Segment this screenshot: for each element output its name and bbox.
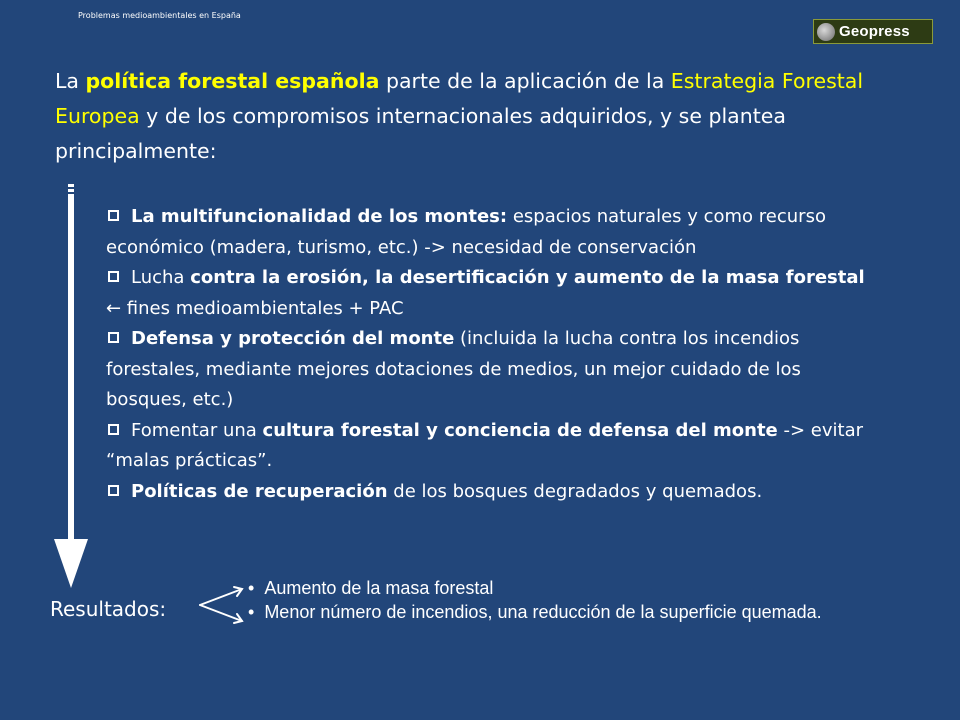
bullet-bold-text: cultura forestal y conciencia de defensa del monte bbox=[262, 419, 778, 441]
bullet-text: (incluida la lucha contra los incendios forestales, mediante mejores dotaciones de medios, un mejor cuidado de los bosques, etc.) bbox=[106, 328, 801, 410]
bullet-text: Lucha bbox=[131, 267, 191, 288]
list-item bbox=[106, 477, 866, 508]
bullet-list bbox=[106, 202, 866, 507]
intro-text: La bbox=[55, 69, 86, 93]
result-text: Aumento de la masa forestal bbox=[264, 578, 494, 598]
square-bullet-icon bbox=[108, 485, 119, 496]
bullet-text: de los bosques degradados y quemados. bbox=[387, 480, 763, 502]
bullet-text: Fomentar una bbox=[131, 419, 263, 441]
list-item bbox=[106, 324, 866, 416]
list-item bbox=[248, 576, 908, 600]
intro-paragraph bbox=[55, 64, 885, 169]
intro-highlight-policy: política forestal española bbox=[85, 69, 380, 93]
bullet-bold-text: Defensa y protección del monte bbox=[131, 328, 455, 349]
bullet-dot-icon: • bbox=[248, 602, 255, 622]
bullet-bold-text: Políticas de recuperación bbox=[131, 480, 388, 502]
bullet-text: ← fines medioambientales + PAC bbox=[106, 297, 404, 319]
results-list bbox=[248, 576, 908, 624]
square-bullet-icon bbox=[108, 332, 119, 343]
list-item bbox=[106, 263, 866, 324]
down-arrow-icon bbox=[54, 184, 94, 590]
intro-highlight-strategy: Estrategia Forestal Europea bbox=[55, 69, 864, 128]
intro-text: y de los compromisos internacionales adquiridos, y se plantea principalmente: bbox=[55, 104, 786, 163]
globe-icon bbox=[817, 23, 835, 41]
list-item bbox=[106, 202, 866, 263]
geopress-logo bbox=[813, 19, 933, 44]
result-text: Menor número de incendios, una reducción de la superficie quemada. bbox=[264, 602, 822, 622]
fork-arrow-icon bbox=[198, 583, 248, 627]
bullet-bold-text: contra la erosión, la desertificación y aumento de la masa forestal bbox=[190, 267, 865, 288]
bullet-text: -> evitar “malas prácticas”. bbox=[106, 419, 864, 471]
list-item bbox=[248, 600, 908, 624]
resultados-label: Resultados: bbox=[50, 597, 167, 621]
header-title: Problemas medioambientales en España bbox=[78, 11, 241, 20]
bullet-text: espacios naturales y como recurso económico (madera, turismo, etc.) -> necesidad de conservación bbox=[106, 206, 826, 258]
list-item bbox=[106, 416, 866, 477]
bullet-dot-icon: • bbox=[248, 578, 255, 598]
bullet-bold-text: La multifuncionalidad de los montes: bbox=[131, 206, 508, 227]
logo-text: Geopress bbox=[839, 23, 910, 40]
square-bullet-icon bbox=[108, 210, 119, 221]
intro-text: parte de la aplicación de la bbox=[379, 69, 671, 93]
square-bullet-icon bbox=[108, 271, 119, 282]
square-bullet-icon bbox=[108, 424, 119, 435]
